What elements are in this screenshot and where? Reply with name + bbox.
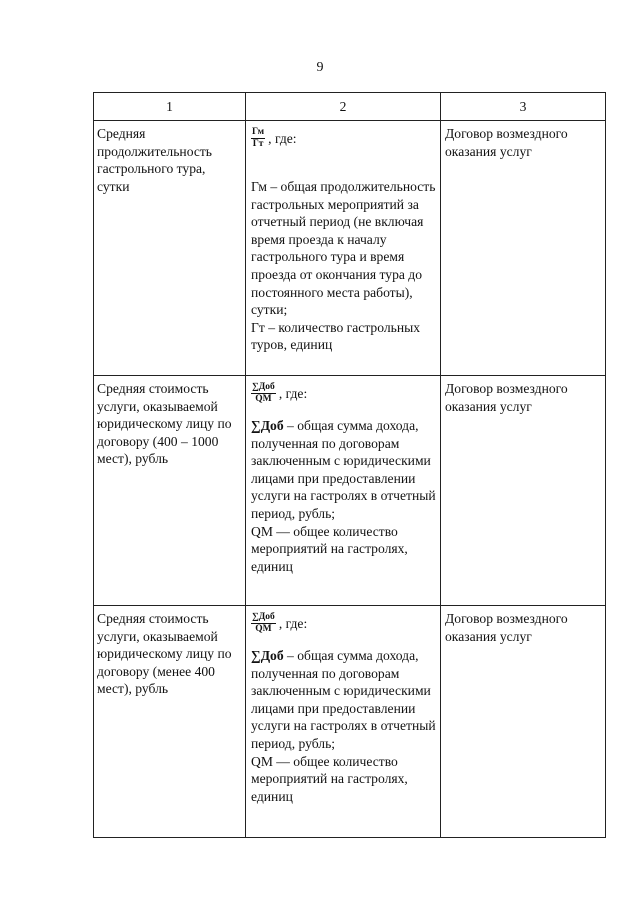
formula — [251, 382, 436, 405]
indicators-table — [93, 92, 606, 838]
definition-body: – общая сумма дохода, полученная по договорам заключенным с юридическими лицами при предоставлении услуги на гастролях в отчетный период, рубль; — [251, 648, 436, 751]
fraction-numerator: ∑Доб — [252, 612, 275, 622]
indicator-text: Средняя продолжительность гастрольного тура, сутки — [97, 126, 213, 194]
indicator-cell — [94, 376, 246, 606]
indicator-text: Средняя стоимость услуги, оказываемой юридическому лицу по договору (менее 400 мест), рубль — [97, 611, 232, 697]
table-row — [94, 606, 606, 838]
formula-suffix: , где: — [278, 615, 308, 631]
definition-text: Гм – общая продолжительность гастрольных мероприятий за отчетный период (не включая время проезда к началу гастрольного тура и время проезда от окончания тура до постоянного места работы), сутки; — [251, 179, 436, 318]
fraction-denominator: QМ — [255, 624, 272, 634]
indicator-cell — [94, 121, 246, 376]
source-cell — [441, 606, 606, 838]
sum-symbol: ∑Доб — [251, 418, 284, 433]
definition-text: QМ — общее количество мероприятий на гастролях, единиц — [251, 523, 408, 574]
source-text: Договор возмездного оказания услуг — [445, 611, 568, 644]
formula-cell — [246, 121, 441, 376]
formula — [251, 127, 436, 150]
table-header-row — [94, 93, 606, 121]
table-row — [94, 376, 606, 606]
fraction — [251, 127, 265, 150]
definition-text: Гт – количество гастрольных туров, единиц — [251, 319, 421, 353]
formula — [251, 612, 436, 635]
fraction — [251, 612, 276, 635]
column-header: 1 — [94, 93, 246, 121]
formula-cell — [246, 606, 441, 838]
source-cell — [441, 376, 606, 606]
indicator-cell — [94, 606, 246, 838]
table-row — [94, 121, 606, 376]
definition-text: QМ — общее количество мероприятий на гастролях, единиц — [251, 753, 408, 804]
sum-symbol: ∑Доб — [251, 648, 284, 663]
fraction-denominator: Гт — [252, 139, 264, 149]
column-header: 3 — [441, 93, 606, 121]
fraction-numerator: ∑Доб — [252, 382, 275, 392]
formula-cell — [246, 376, 441, 606]
formula-suffix: , где: — [278, 385, 308, 401]
source-text: Договор возмездного оказания услуг — [445, 126, 568, 159]
column-header: 2 — [246, 93, 441, 121]
page-number: 9 — [316, 60, 324, 75]
source-cell — [441, 121, 606, 376]
fraction-denominator: QМ — [255, 394, 272, 404]
definition-text — [251, 647, 436, 753]
fraction-numerator: Гм — [252, 127, 265, 137]
source-text: Договор возмездного оказания услуг — [445, 381, 568, 414]
formula-suffix: , где: — [268, 130, 297, 146]
definition-body: – общая сумма дохода, полученная по договорам заключенным с юридическими лицами при предоставлении услуги на гастролях в отчетный период, рубль; — [251, 418, 436, 521]
indicator-text: Средняя стоимость услуги, оказываемой юридическому лицу по договору (400 – 1000 мест), рубль — [97, 381, 232, 467]
fraction — [251, 382, 276, 405]
definition-text — [251, 417, 436, 523]
